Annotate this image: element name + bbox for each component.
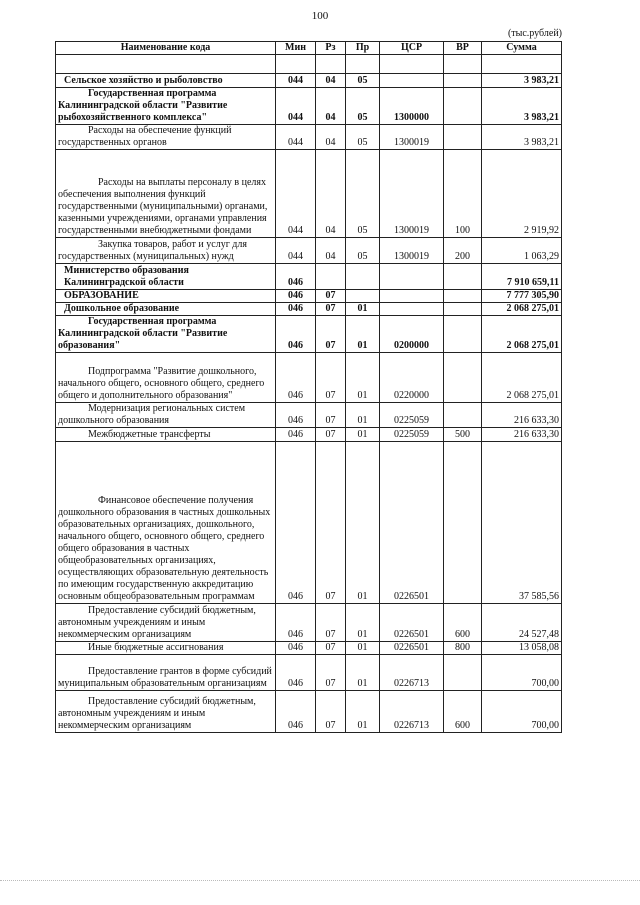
cell-sum: 1 063,29	[482, 238, 562, 264]
cell-min: 046	[276, 655, 316, 691]
cell-rz: 07	[316, 604, 346, 642]
cell-vr	[444, 403, 482, 428]
cell-min: 046	[276, 316, 316, 353]
cell-vr: 800	[444, 642, 482, 655]
cell-sum: 13 058,08	[482, 642, 562, 655]
cell-vr: 600	[444, 604, 482, 642]
cell-name: Предоставление грантов в форме субсидий муниципальным образовательным организациям	[56, 655, 276, 691]
spacer-row	[56, 55, 562, 74]
cell-sum: 3 983,21	[482, 125, 562, 150]
header-min: Мин	[276, 42, 316, 55]
cell-rz: 07	[316, 655, 346, 691]
cell-name: Модернизация региональных систем дошкольного образования	[56, 403, 276, 428]
table-row	[56, 238, 562, 264]
cell-name: Расходы на выплаты персоналу в целях обеспечения выполнения функций государственными (муниципальными) органами, казенными учреждениями, органами управления государственными внебюджетными фондами	[56, 150, 276, 238]
cell-rz: 07	[316, 403, 346, 428]
cell-name: Государственная программа Калининградской области "Развитие образования"	[56, 316, 276, 353]
table-row	[56, 428, 562, 442]
cell-vr	[444, 655, 482, 691]
table-row	[56, 290, 562, 303]
cell-name: Финансовое обеспечение получения дошкольного образования в частных дошкольных образовательных организациях, дошкольного, начального общего, основного общего, среднего общего образования в частных общеобразовательных организациях, осуществляющих образовательную деятельность по имеющим государственную аккредитацию основным общеобразовательным программам	[56, 442, 276, 604]
table-row	[56, 442, 562, 604]
table-row	[56, 303, 562, 316]
cell-pr	[346, 264, 380, 290]
cell-vr	[444, 125, 482, 150]
cell-min: 044	[276, 88, 316, 125]
cell-csr: 0226501	[380, 604, 444, 642]
header-vr: ВР	[444, 42, 482, 55]
cell-csr: 0200000	[380, 316, 444, 353]
cell-name: Предоставление субсидий бюджетным, автономным учреждениям и иным некоммерческим организациям	[56, 691, 276, 733]
unit-label: (тыс.рублей)	[507, 28, 562, 39]
cell-sum: 700,00	[482, 691, 562, 733]
cell-rz: 07	[316, 353, 346, 403]
table-row	[56, 655, 562, 691]
cell-rz: 07	[316, 642, 346, 655]
header-rz: Рз	[316, 42, 346, 55]
cell-rz: 04	[316, 125, 346, 150]
cell-pr: 01	[346, 403, 380, 428]
cell-rz	[316, 264, 346, 290]
cell-sum: 24 527,48	[482, 604, 562, 642]
table-row	[56, 403, 562, 428]
cell-csr: 0225059	[380, 428, 444, 442]
cell-name: Дошкольное образование	[56, 303, 276, 316]
cell-vr	[444, 353, 482, 403]
cell-csr	[380, 264, 444, 290]
cell-min: 046	[276, 290, 316, 303]
header-pr: Пр	[346, 42, 380, 55]
cell-rz: 04	[316, 88, 346, 125]
cell-rz: 04	[316, 150, 346, 238]
cell-sum: 216 633,30	[482, 428, 562, 442]
table-row	[56, 264, 562, 290]
cell-pr: 01	[346, 442, 380, 604]
cell-vr	[444, 303, 482, 316]
cell-sum: 3 983,21	[482, 74, 562, 88]
cell-rz: 07	[316, 691, 346, 733]
cell-pr: 05	[346, 74, 380, 88]
cell-pr: 01	[346, 303, 380, 316]
cell-csr: 1300019	[380, 150, 444, 238]
cell-vr: 600	[444, 691, 482, 733]
page-number: 100	[311, 10, 329, 22]
cell-vr	[444, 74, 482, 88]
cell-sum: 2 068 275,01	[482, 303, 562, 316]
cell-pr: 05	[346, 238, 380, 264]
footer-divider	[0, 880, 640, 881]
cell-sum: 2 919,92	[482, 150, 562, 238]
cell-csr: 0226713	[380, 655, 444, 691]
cell-min: 046	[276, 303, 316, 316]
cell-rz: 07	[316, 428, 346, 442]
cell-rz: 07	[316, 316, 346, 353]
cell-rz: 07	[316, 442, 346, 604]
cell-name: Иные бюджетные ассигнования	[56, 642, 276, 655]
cell-min: 046	[276, 691, 316, 733]
cell-min: 046	[276, 604, 316, 642]
cell-pr: 01	[346, 604, 380, 642]
cell-rz: 04	[316, 238, 346, 264]
cell-min: 046	[276, 353, 316, 403]
cell-csr: 0220000	[380, 353, 444, 403]
cell-pr: 01	[346, 642, 380, 655]
cell-csr	[380, 74, 444, 88]
header-name: Наименование кода	[56, 42, 276, 55]
cell-name: Сельское хозяйство и рыболовство	[56, 74, 276, 88]
cell-min: 046	[276, 403, 316, 428]
cell-name: ОБРАЗОВАНИЕ	[56, 290, 276, 303]
cell-name: Государственная программа Калининградской области "Развитие рыбохозяйственного комплекса"	[56, 88, 276, 125]
cell-csr: 1300000	[380, 88, 444, 125]
cell-csr: 0226501	[380, 642, 444, 655]
table-row	[56, 353, 562, 403]
cell-csr: 0226713	[380, 691, 444, 733]
cell-sum: 7 910 659,11	[482, 264, 562, 290]
table-row	[56, 74, 562, 88]
cell-sum: 700,00	[482, 655, 562, 691]
header-csr: ЦСР	[380, 42, 444, 55]
cell-min: 046	[276, 264, 316, 290]
cell-vr	[444, 442, 482, 604]
cell-vr: 500	[444, 428, 482, 442]
table-row	[56, 88, 562, 125]
cell-min: 046	[276, 642, 316, 655]
cell-sum: 2 068 275,01	[482, 316, 562, 353]
cell-csr: 1300019	[380, 238, 444, 264]
cell-name: Расходы на обеспечение функций государственных органов	[56, 125, 276, 150]
cell-min: 044	[276, 238, 316, 264]
table-row	[56, 642, 562, 655]
cell-pr: 01	[346, 428, 380, 442]
cell-min: 044	[276, 150, 316, 238]
cell-pr: 01	[346, 655, 380, 691]
cell-vr	[444, 290, 482, 303]
cell-sum: 3 983,21	[482, 88, 562, 125]
cell-vr: 200	[444, 238, 482, 264]
cell-sum: 216 633,30	[482, 403, 562, 428]
cell-name: Межбюджетные трансферты	[56, 428, 276, 442]
cell-pr: 01	[346, 691, 380, 733]
cell-name: Подпрограмма "Развитие дошкольного, начального общего, основного общего, среднего общего и дополнительного образования"	[56, 353, 276, 403]
cell-min: 044	[276, 74, 316, 88]
cell-pr: 05	[346, 88, 380, 125]
header-sum: Сумма	[482, 42, 562, 55]
cell-sum: 2 068 275,01	[482, 353, 562, 403]
cell-pr	[346, 290, 380, 303]
cell-vr	[444, 88, 482, 125]
table-row	[56, 125, 562, 150]
table-row	[56, 604, 562, 642]
cell-vr: 100	[444, 150, 482, 238]
cell-sum: 7 777 305,90	[482, 290, 562, 303]
cell-vr	[444, 264, 482, 290]
cell-pr: 01	[346, 316, 380, 353]
cell-sum: 37 585,56	[482, 442, 562, 604]
cell-name: Министерство образования Калининградской области	[56, 264, 276, 290]
cell-csr	[380, 290, 444, 303]
table-header-row	[56, 42, 562, 55]
cell-rz: 07	[316, 290, 346, 303]
cell-vr	[444, 316, 482, 353]
cell-pr: 05	[346, 125, 380, 150]
cell-rz: 04	[316, 74, 346, 88]
cell-csr: 0226501	[380, 442, 444, 604]
budget-table	[55, 41, 562, 733]
cell-rz: 07	[316, 303, 346, 316]
table-row	[56, 691, 562, 733]
cell-csr: 1300019	[380, 125, 444, 150]
cell-pr: 05	[346, 150, 380, 238]
table-row	[56, 316, 562, 353]
table-row	[56, 150, 562, 238]
cell-pr: 01	[346, 353, 380, 403]
cell-name: Предоставление субсидий бюджетным, автономным учреждениям и иным некоммерческим организациям	[56, 604, 276, 642]
cell-csr: 0225059	[380, 403, 444, 428]
cell-min: 044	[276, 125, 316, 150]
cell-min: 046	[276, 428, 316, 442]
cell-min: 046	[276, 442, 316, 604]
cell-name: Закупка товаров, работ и услуг для государственных (муниципальных) нужд	[56, 238, 276, 264]
cell-csr	[380, 303, 444, 316]
